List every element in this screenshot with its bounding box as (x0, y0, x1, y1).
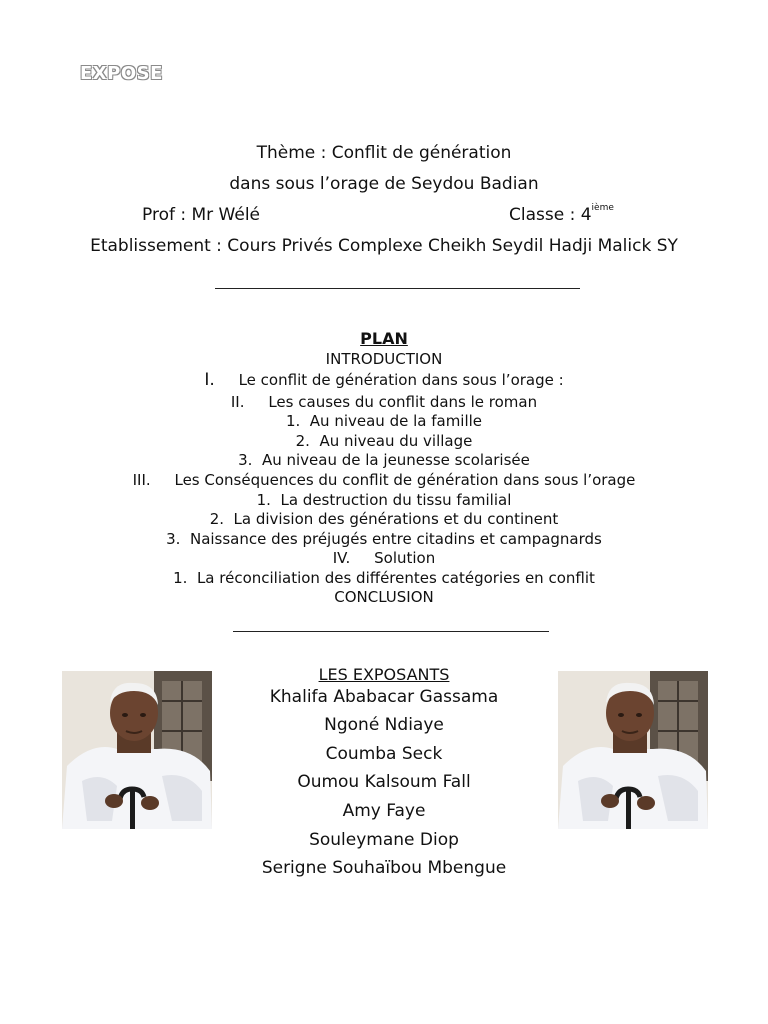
item-number: 1. (173, 569, 188, 587)
plan-item (0, 530, 768, 548)
plan-item (0, 412, 768, 430)
item-text: Au niveau du village (319, 432, 473, 450)
exposant-name: Khalifa Ababacar Gassama (269, 687, 499, 707)
plan-item (0, 569, 768, 587)
author-portrait-right (558, 671, 708, 829)
theme-line-1: Thème : Conflit de génération (256, 143, 512, 163)
section-numeral: III. (132, 471, 151, 489)
exposant-name: Serigne Souhaïbou Mbengue (261, 858, 507, 878)
item-number: 1. (285, 412, 301, 430)
plan-conclusion: CONCLUSION (334, 588, 434, 606)
item-text: La destruction du tissu familial (280, 491, 512, 509)
divider-top (215, 288, 580, 289)
divider-bottom (233, 631, 549, 632)
section-numeral: IV. (332, 549, 351, 567)
exposant-name: Oumou Kalsoum Fall (297, 772, 471, 792)
exposant-name: Amy Faye (342, 801, 426, 821)
section-title: Les causes du conflit dans le roman (268, 393, 538, 411)
item-number: 2. (295, 432, 310, 450)
item-number: 1. (256, 491, 271, 509)
plan-title: PLAN (360, 329, 408, 348)
exposants-title: LES EXPOSANTS (318, 665, 450, 684)
item-text: Naissance des préjugés entre citadins et campagnards (189, 530, 602, 548)
plan-section-1 (0, 370, 768, 390)
exposant-name: Ngoné Ndiaye (324, 715, 444, 735)
plan-item (0, 451, 768, 469)
plan-item (0, 491, 768, 509)
plan-section-4 (0, 549, 768, 567)
item-number: 3. (238, 451, 253, 469)
plan-section-2 (0, 393, 768, 411)
classe-superscript: ième (591, 203, 614, 213)
section-numeral: II. (230, 393, 245, 411)
plan-introduction: INTRODUCTION (325, 350, 443, 368)
item-text: Au niveau de la jeunesse scolarisée (261, 451, 530, 469)
exposant-name: Souleymane Diop (309, 830, 459, 850)
exposant-name: Coumba Seck (325, 744, 443, 764)
plan-item (0, 510, 768, 528)
plan-item (0, 432, 768, 450)
plan-section-3 (0, 471, 768, 489)
prof-line: Prof : Mr Wélé (142, 205, 261, 225)
section-numeral: I. (204, 370, 215, 390)
section-title: Le conflit de génération dans sous l’orage : (238, 371, 564, 389)
item-number: 2. (209, 510, 224, 528)
item-text: Au niveau de la famille (309, 412, 483, 430)
classe-line (509, 205, 614, 225)
item-text: La réconciliation des différentes catégories en conflit (196, 569, 595, 587)
etablissement-line: Etablissement : Cours Privés Complexe Cheikh Seydil Hadji Malick SY (90, 236, 678, 256)
item-text: La division des générations et du continent (233, 510, 559, 528)
section-title: Les Conséquences du conflit de génération dans sous l’orage (174, 471, 636, 489)
theme-line-2: dans sous l’orage de Seydou Badian (229, 174, 539, 194)
classe-text: Classe : 4 (509, 205, 592, 225)
item-number: 3. (166, 530, 181, 548)
expose-heading: EXPOSE (80, 63, 163, 84)
author-portrait-left (62, 671, 212, 829)
section-title: Solution (374, 549, 436, 567)
